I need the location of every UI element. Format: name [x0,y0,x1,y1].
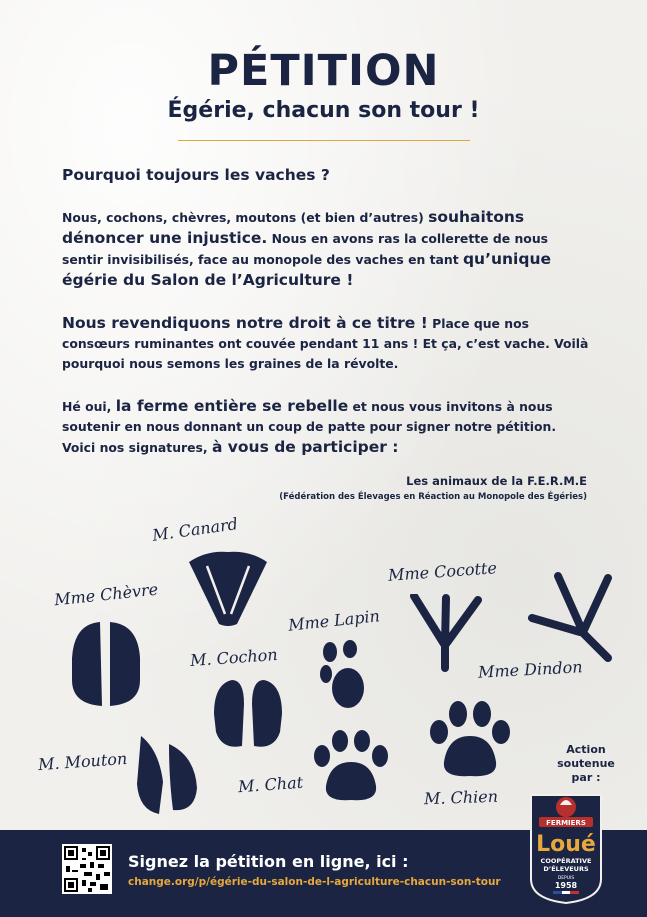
p3-emphasis-b: la ferme entière se rebelle [115,397,349,415]
p3-text-a: Hé oui, [62,399,116,414]
turkey-print-icon [528,572,614,664]
logo-year-text: 1958 [554,881,578,890]
label-lapin: Mme Lapin [287,606,381,635]
pig-print-icon [210,674,286,754]
goat-print-icon [64,620,148,710]
title-divider [178,140,470,141]
support-label [546,743,626,785]
signature-line: Les animaux de la F.E.R.M.E [406,474,587,488]
label-chat: M. Chat [237,772,304,797]
support-line-2: soutenue par : [557,757,615,784]
label-mouton: M. Mouton [37,748,128,775]
label-dindon: Mme Dindon [477,657,583,682]
question-heading: Pourquoi toujours les vaches ? [62,166,330,184]
label-chien: M. Chien [423,786,499,809]
rabbit-print-icon [318,640,368,710]
dog-print-icon [428,700,512,780]
p1-text-c: Nous en avons ras la collerette de nous sentir invisibilisés, face au monopole des vaches en tant [62,231,549,267]
logo-since-text: DEPUIS [557,876,575,881]
label-cocotte: Mme Cocotte [387,558,498,585]
logo-line1-text: COOPÉRATIVE [540,857,592,865]
petition-link[interactable]: change.org/p/égérie-du-salon-de-l-agriculture-chacun-son-tour [128,876,501,888]
duck-print-icon [185,548,271,628]
loue-logo [527,787,605,905]
logo-line2-text: D’ÉLEVEURS [543,865,589,873]
signature-subline: (Fédération des Élevages en Réaction au Monopole des Égéries) [279,492,587,502]
page-title: PÉTITION [207,46,440,96]
footer-title: Signez la pétition en ligne, ici : [128,852,409,871]
logo-brand-text: Loué [536,832,596,857]
label-canard: M. Canard [151,514,239,545]
p1-emphasis-b: souhaitons dénoncer une injustice. [62,208,525,247]
label-chevre: Mme Chèvre [53,579,159,610]
p2-text-b: Place que nos consœurs ruminantes ont couvée pendant 11 ans ! Et ça, c’est vache. Voilà pourquoi nous semons les graines de la révolte. [62,316,589,371]
p3-text-c: et nous vous invitons à nous soutenir en nous donnant un coup de patte pour signer notre pétition. Voici nos signatures, [62,399,557,455]
paragraph-2 [62,313,590,374]
page-subtitle: Égérie, chacun son tour ! [167,98,480,123]
sheep-print-icon [135,730,199,816]
p1-text-a: Nous, cochons, chèvres, moutons (et bien d’autres) [62,210,429,225]
cat-print-icon [312,730,390,804]
p2-emphasis-a: Nous revendiquons notre droit à ce titre ! [62,314,428,332]
label-cochon: M. Cochon [189,644,279,671]
paragraph-3 [62,396,590,458]
p3-emphasis-d: à vous de participer : [211,438,399,456]
p1-emphasis-d: qu’unique égérie du Salon de l’Agriculture ! [62,250,551,289]
support-line-1: Action [566,743,606,756]
logo-top-text: FERMIERS [546,819,586,827]
qr-code[interactable] [62,844,112,894]
chicken-print-icon [408,594,484,674]
paragraph-1 [62,207,590,291]
